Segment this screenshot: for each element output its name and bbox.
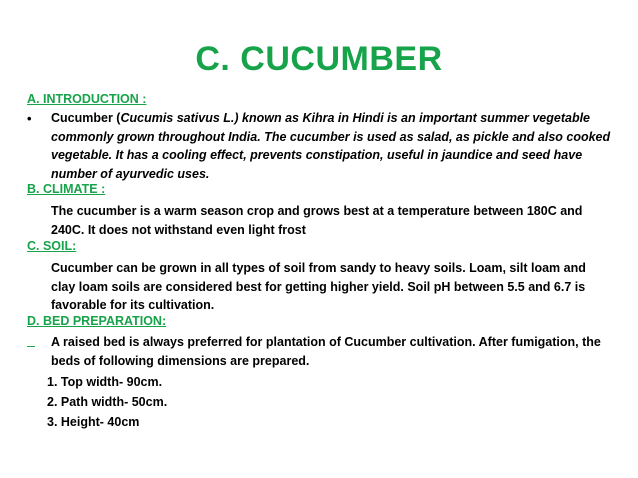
bullet-icon: • [27,111,32,126]
climate-text: The cucumber is a warm season crop and grows best at a temperature between 180C and 240C. It does not withstand even light frost [51,204,583,237]
heading-introduction: A. INTRODUCTION : [27,92,147,106]
list-item: 2. Path width- 50cm. [47,395,168,409]
soil-text: Cucumber can be grown in all types of soil from sandy to heavy soils. Loam, silt loam and clay loam soils are considered best for getting higher yield. Soil pH between 5.5 and 6.7 is favorable for its cultivation. [51,261,586,312]
heading-climate: B. CLIMATE : [27,182,106,196]
introduction-text [51,109,611,183]
introduction-text-start: Cucumber ( [51,111,121,125]
heading-bed-preparation: D. BED PREPARATION: [27,314,167,328]
heading-soil: C. SOIL: [27,239,77,253]
list-item: 3. Height- 40cm [47,415,140,429]
slide-title: C. CUCUMBER [195,40,443,78]
list-item: 1. Top width- 90cm. [47,375,163,389]
bed-preparation-text: A raised bed is always preferred for plantation of Cucumber cultivation. After fumigation, the beds of following dimensions are prepared. [51,335,601,368]
empty-bullet-underline [27,346,35,347]
introduction-text-italic: Cucumis sativus L.) known as Kihra in Hindi is an important summer vegetable commonly grown throughout India. The cucumber is used as salad, as pickle and also cooked vegetable. It has a cooling effect, prevents constipation, useful in jaundice and seed have number of ayurvedic uses. [51,111,611,181]
